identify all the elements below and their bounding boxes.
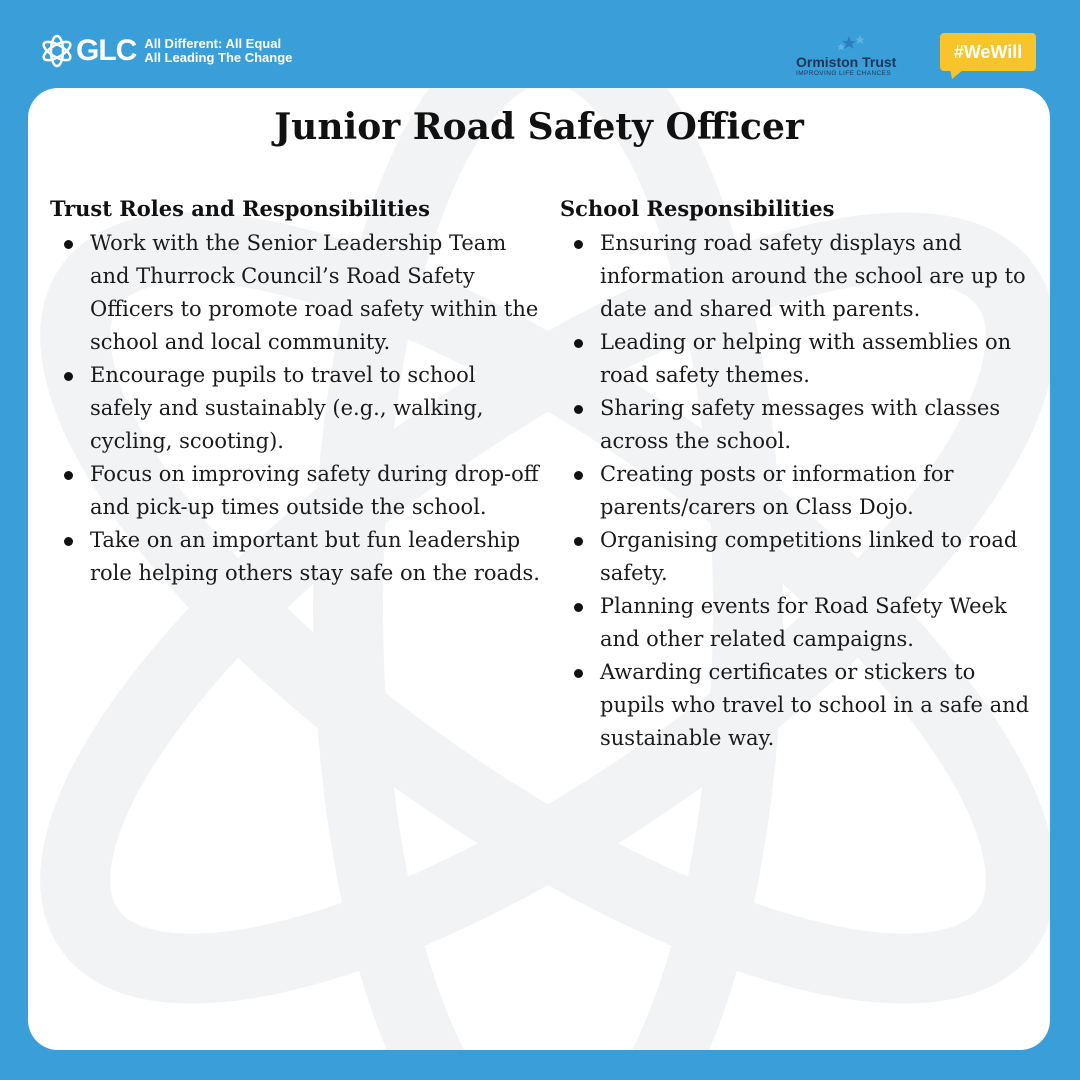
- trust-roles-heading: Trust Roles and Responsibilities: [50, 196, 430, 221]
- ormiston-name: Ormiston Trust: [796, 54, 897, 70]
- school-responsibilities-list: [560, 227, 1040, 755]
- wewill-word: WeWill: [963, 42, 1023, 62]
- glc-tagline: [144, 37, 292, 65]
- list-item-text: Sharing safety messages with classes across the school.: [600, 396, 1001, 453]
- glc-logo: [40, 34, 292, 68]
- list-item-text: Awarding certificates or stickers to pupils who travel to school in a safe and sustainable way.: [600, 660, 1030, 750]
- bullet-icon: [574, 537, 583, 546]
- header: [0, 0, 1080, 90]
- list-item-text: Organising competitions linked to road safety.: [600, 528, 1018, 585]
- glc-tagline-line-2: All Leading The Change: [144, 50, 293, 65]
- list-item-text: Encourage pupils to travel to school safely and sustainably (e.g., walking, cycling, scooting).: [90, 363, 484, 453]
- glc-tagline-line-1: All Different: All Equal: [144, 36, 282, 51]
- bullet-icon: [64, 537, 73, 546]
- list-item: [560, 392, 1040, 458]
- bullet-icon: [574, 240, 583, 249]
- list-item-text: Take on an important but fun leadership role helping others stay safe on the roads.: [90, 528, 540, 585]
- list-item: [50, 359, 540, 458]
- wewill-bubble: [940, 33, 1036, 71]
- list-item: [50, 458, 540, 524]
- speech-bubble-tail-icon: [950, 69, 964, 79]
- list-item: [560, 590, 1040, 656]
- bullet-icon: [574, 471, 583, 480]
- list-item: [560, 227, 1040, 326]
- bullet-icon: [574, 669, 583, 678]
- list-item-text: Ensuring road safety displays and information around the school are up to date and shared with parents.: [600, 231, 1026, 321]
- list-item: [560, 524, 1040, 590]
- list-item-text: Planning events for Road Safety Week and other related campaigns.: [600, 594, 1007, 651]
- wewill-hash: #: [953, 42, 964, 62]
- list-item-text: Focus on improving safety during drop-off and pick-up times outside the school.: [90, 462, 539, 519]
- trust-roles-list: [50, 227, 540, 590]
- bullet-icon: [574, 339, 583, 348]
- list-item: [50, 524, 540, 590]
- school-responsibilities-heading: School Responsibilities: [560, 196, 835, 221]
- bullet-icon: [64, 372, 73, 381]
- list-item: [560, 326, 1040, 392]
- ormiston-stars-icon: [831, 34, 871, 56]
- ormiston-logo: [796, 34, 906, 84]
- glc-wordmark: GLC: [76, 34, 137, 67]
- bullet-icon: [574, 405, 583, 414]
- trust-roles-column: [50, 196, 540, 590]
- list-item: [50, 227, 540, 359]
- list-item-text: Work with the Senior Leadership Team and Thurrock Council’s Road Safety Officers to promote road safety within the school and local community.: [90, 231, 539, 354]
- school-responsibilities-column: [560, 196, 1040, 755]
- bullet-icon: [64, 471, 73, 480]
- page-title: Junior Road Safety Officer: [274, 106, 804, 148]
- list-item-text: Leading or helping with assemblies on road safety themes.: [600, 330, 1012, 387]
- list-item-text: Creating posts or information for parents/carers on Class Dojo.: [600, 462, 954, 519]
- bullet-icon: [574, 603, 583, 612]
- list-item: [560, 458, 1040, 524]
- glc-star-icon: [40, 34, 74, 68]
- content-card: [28, 88, 1050, 1050]
- list-item: [560, 656, 1040, 755]
- bullet-icon: [64, 240, 73, 249]
- wewill-badge: [940, 33, 1038, 81]
- ormiston-subtitle: IMPROVING LIFE CHANCES: [796, 70, 892, 77]
